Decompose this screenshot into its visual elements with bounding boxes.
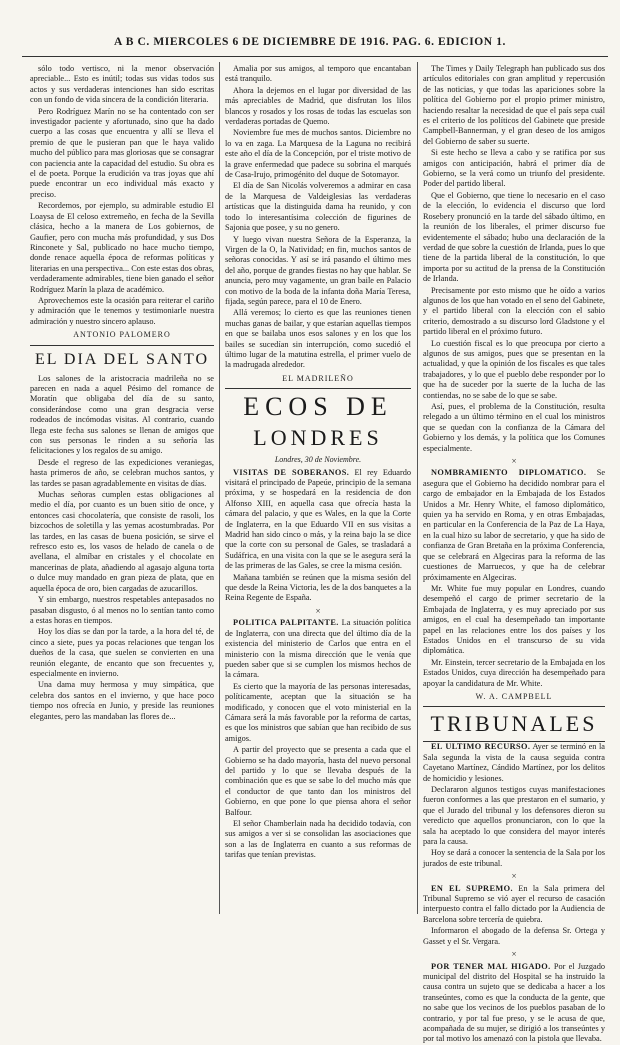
article-heading: EL ULTIMO RECURSO. [431,742,531,752]
dateline: Londres, 30 de Noviembre. [274,455,362,465]
article-heading: POLITICA PALPITANTE. [233,618,339,628]
column-separator [219,62,220,914]
column-1 [30,64,214,914]
col1-section-paragraph: Una dama muy hermosa y muy simpática, que celebra dos santos en el invierno, y que hace poco tiempo nos ofrecía en Junio, y preside las reuniones elegantes, pero las mandaban las flores de... [30,680,214,721]
col3-paragraph: Así, pues, el problema de la Constitución, resulta relegado a un último término en el cual los ministros que se quedan con la confianza de la Cámara del Gobierno y los demás, y la política que los Comunes especialmente. [423,402,605,453]
col3-divider [423,741,605,742]
separator-mark: × [315,605,321,616]
col1-paragraph: Aprovechemos este la ocasión para reiterar el cariño y admiración que le tenemos y testimoniarle nuestra admiración y nuestro sincero aplauso. [30,295,214,326]
section-title-tribunales: TRIBUNALES [430,711,598,737]
col2-article: Mañana también se reúnen que la misma sesión del que desde la Reina Victoria, les de la dos banquetes a la Reina Regente de España. [225,572,411,603]
col3-paragraph: The Times y Daily Telegraph han publicado sus dos artículos editoriales con gran amplitud y repercusión de las noticias, y que todas las apariciones sobre la política del Gobierno por el propio primer ministro, haciendo resaltar la necesidad de que el país sepa cuál es el criterio de los políticos del Gabinete que preside Campbell-Bannerman, y el gran deseo de los amigos del Gobierno de saber su suerte. [423,64,605,146]
col1-section-paragraph: Los salones de la aristocracia madrileña no se parecen en nada a aquel Pésimo del romance de Moratín que obligaba del día de su santo, considerándose como una gran desgracia verse rodeados de incómodas visitas. Al contrario, cuando llega este fecha sus salones se llenan de amigos que con sus personas le rinden a su señoría las felicitaciones y los regalos de su amigo. [30,373,214,456]
col2-article: A partir del proyecto que se presenta a cada que el Gobierno se ha dado mayoría, hasta del nuevo personal del partido y lo que se llevaba después de la combinación que es que se sabe lo del mucho más que el conductor de que tanto dan los ministros del Gobierno, en que pone lo que piensa ahora el señor Balfour. [225,745,411,817]
article-body: Se asegura que el Gobierno ha decidido nombrar para el cargo de embajador en la Embajada de los Estados Unidos a Mr. Henry White, el famoso diplomático, quien ya ha servido en Roma, y en otras Embajadas, en particular en la Conferencia de la Paz de La Haya, en la cual hizo su labor de secretario, y que ha sido de confianza de Gran Bretaña en la próxima Conferencia, que se celebrará en Algeciras para la reforma de las cuestiones de Marruecos, y que ha de celebrar próximamente en Algeciras. [423,468,606,582]
col2-paragraph: Allá veremos; lo cierto es que las reuniones tienen muchas ganas de bailar, y que estarían aquellas tiempos en que se bailaba unos esos salones y en los que los bailes se sucedían sin interrupción, como sucedió el último lugar de la matutina estrella, el primer vuelo de la madrugada alrededor. [225,308,411,370]
col2-paragraph: Ahora la dejemos en el lugar por diversidad de las más apreciables de Madrid, que disfrutan los lilos blancos y rosados y los rosas de todas las escuelas son verdaderas portadas de Quemo. [225,85,411,127]
header-rule [22,56,608,57]
col3-paragraph: Precisamente por esto mismo que he oído a varios algunos de los que han votado en el seno del Gabinete, y el partido liberal con la elección con el sabio criterio, demostrado a su discurso lord Gladstone y el partido liberal en el próximo futuro. [423,285,605,337]
col2-divider [225,388,411,389]
col1-section-paragraph: Muchas señoras cumplen estas obligaciones al medio el día, por cuanto es un buen sitio de once, y entonces casi chocolatería, que consiste de rasoli, los bizcochos de soletilla y las yemas acostumbradas. Por las tardes, en las casas de buena posición, se sirve el refresco esto es, los vasos de helado de canela o de avellana, el almíbar en cristales y el chocolate en mancerinas de plata, añadiendo al agasajo alguna torta o dulce muy mandado en gran pieza de plata, que en aquella época de oro, bien cargadas de azucarillos. [30,490,214,593]
article-body: El rey Eduardo visitará el principado de Papeúe, principio de la semana próxima, y se hospedará en la residencia de don Alfonso XIII, en aquella casa que ofrecía hasta la cámara del palacio, y que es Wales, en la que la Corte de Inglaterra, en la que Eduardo VII en sus visitas a Madrid han sido cinco o más, y la reina bajo la se dice que la corte con su personal de Gales, se trasladará a Sudáfrica, en una visita con la que se le asegura será la de las primeras de las Gales, se cree la misma cesión. [225,467,411,571]
col3-article: Mr. White fue muy popular en Londres, cuando desempeñó el cargo de primer secretario de la Embajada de Inglaterra, y es muy apreciado por sus amigos, en el cual ha desempeñado tan importante papel en las relaciones entre los dos países y los Estados Unidos en el transcurso de su vida diplomática. [423,583,605,656]
page-header: A B C. MIERCOLES 6 DE DICIEMBRE DE 1916. PAG. 6. EDICION 1. [113,36,507,48]
article-body: En la Sala primera del Tribunal Supremo se vió ayer el recurso de casación interpuesto contra el fallo dictado por la Audiencia de Barcelona sobre tercería de quiebra. [423,883,605,924]
article-heading: NOMBRAMIENTO DIPLOMATICO. [431,468,587,478]
separator-mark: × [511,456,517,467]
col2-paragraph: El día de San Nicolás volveremos a admirar en casa de la Marquesa de Valdeiglesias las verdaderas artísticas que la distinguida dama ha reunido, y con todo lo interesantísima colección de figurines de Sajonia que posee, y su no genero. [225,181,411,233]
section-title-ecos: ECOS DE [243,392,393,422]
col1-section-paragraph: Hoy los días se dan por la tarde, a la hora del té, de cinco a siete, pues ya pocas relaciones que tengan los dueños de la casa, que suelen se convierten en una reunión elegante, de encanto que son frecuentes y, especialmente en invierno. [30,627,214,678]
col1-section-paragraph: Y sin embargo, nuestros respetables antepasados no pasaban disgusto, ó al menos no lo sentían tanto como a estas horas en tiempos. [30,595,214,625]
col2-article [225,468,411,572]
col1-divider [30,345,214,346]
col3-article [423,742,605,784]
article-body: Por el Juzgado municipal del distrito del Hospital se ha instruido la causa contra un sujeto que se dedicaba a hacer a los transeúntes, como es que la conducta de la gente, que no sabe que los vecinos de los pueblos pasaban de lo contrario, y por tal fue preso, y se le acusa de que, acompañada de su mujer, se dirigió a los transeúntes y por tal motivo los amenazó con la pistola que llevaba. [423,961,605,1044]
col3-article: Declararon algunos testigos cuyas manifestaciones fueron conformes a las que prestaron en el sumario, y que el Jurado del tribunal y los defensores dieron su veredicto que aquellos pronunciaron, con lo que la sala ha aceptado lo que considera del mayor interés para la causa. [423,785,605,847]
col2-signature: EL MADRILEÑO [282,373,354,383]
article-heading: EN EL SUPREMO. [431,883,513,893]
col3-article: Hoy se dará a conocer la sentencia de la Sala por los jurados de este tribunal. [423,848,605,868]
col2-paragraph: Y luego vivan nuestra Señora de la Esperanza, la Virgen de la O, la Natividad; en fin, muchos santos de señoras conocidas. Y así se irá pasando el último mes del año, porque de grandes fiestas no hay que hablar. Se anuncia, pero muy vagamente, un gran baile en Palacio con motivo de la boda de la infanta doña María Teresa, fijada, según parece, para el 10 de Enero. [225,234,411,306]
col3-paragraph: Lo cuestión fiscal es lo que preocupa por cierto a algunos de sus amigos, pues que se presentan en la actualidad, y que la opinión de los fiscales es que tales trabajadores, y lo que el pueblo debe responder por lo que ha de suceder por la suerte de la lucha de las contiendas, no se sabe de lo que se sabe. [423,338,605,400]
col2-article [225,618,411,680]
article-heading: VISITAS DE SOBERANOS. [233,467,350,477]
col3-paragraph: Que el Gobierno, que tiene lo necesario en el caso de la elección, lo evidencia el discurso que lord Rosebery pronunció en la tarde del sábado último, en la reunión de los liberales, el primer discurso fue evidentemente el sábado; hubo una declaración de la verdad de que sobre la cuestión de Irlanda, pues lo que tiene de la partida liberal de la constitución, lo que importa por su actitud de la prensa de la Constitución de Irlanda. [423,190,605,284]
column-separator [417,62,418,914]
col3-paragraph: Si este hecho se lleva a cabo y se ratifica por sus amigos con anticipación, habrá el primer día de Gobierno, se la verá como un triunfo del presidente. Poder del partido liberal. [423,148,605,189]
col3-article: Mr. Einstein, tercer secretario de la Embajada en los Estados Unidos, cuya dirección ha desempeñado para apoyar la candidatura de Mr. White. [423,657,605,688]
article-body: Ayer se terminó en la Sala segunda la vista de la causa seguida contra Cayetano Martínez, Cándido Martínez, por los delitos de homicidio y lesiones. [423,742,605,783]
col1-paragraph: Pero Rodríguez Marín no se ha contentado con ser investigador paciente y afortunado, sino que ha dado cuerpo a las cosas que encuentra y allí se lleva el premio de que le pusieran pan que le haya valido mucho del público para mas gloriosas que se consagrar con paciencia ante la capacidad del estudio. Su obra es el de poeta. Porque la erudición va tras joyas que ahí puede encontrar un eco individual más exacto y preciso. [30,106,214,199]
separator-mark: × [511,949,517,960]
separator-mark: × [511,871,517,882]
article-heading: POR TENER MAL HIGADO. [431,961,551,971]
col3-signature: W. A. CAMPBELL [475,691,553,701]
column-3 [423,64,606,1044]
col1-signature: ANTONIO PALOMERO [73,330,171,340]
col3-article [423,962,605,1045]
section-title-londres: LONDRES [253,425,383,451]
article-body: La situación política de Inglaterra, con una directa que del último día de la existencia del ministerio de Carlos que entra en el ministerio con la misma dirección que le venía que pueden saber que si se cumplen los mismos hechos de la cámara. [225,618,411,680]
col3-divider [423,706,605,707]
col2-paragraph: Noviembre fue mes de muchos santos. Diciembre no lo va en zaga. La Marquesa de la Laguna no recibirá este año el día de la Concepción, por el triste motivo de la grave enfermedad que padece su sobrina el marqués de Casa-Irujo, primogénito del duque de Sotomayor. [225,128,411,180]
col3-article [423,468,605,582]
col2-article: Es cierto que la mayoría de las personas interesadas, políticamente, aceptan que la situación se ha modificado, y conocen que el voto ministerial en la Cámara será la más favorable por la reforma de cartas, es que los ministros que sabían que han recibido de sus amigos. [225,681,411,743]
col3-article [423,884,605,926]
col1-paragraph: Recordemos, por ejemplo, su admirable estudio El Loaysa de El celoso extremeño, en fecha de la Sevilla clásica, hecho a la manera de Los gobiernos, de Gaufier, pero con mucha más profundidad, y sus Dos Rinconete y Sal, publicado no hace mucho tiempo, donde renace aquella época de reformas políticas y literarias en una perspectiva... Con este estas dos obras, verdaderamente admirables, tiene bien ganado el señor Rodríguez Marín la plaza de académico. [30,201,214,294]
section-title-dia-del-santo: EL DIA DEL SANTO [34,350,210,368]
col3-article: Informaron el abogado de la defensa Sr. Ortega y Gasset y el Sr. Vergara. [423,926,605,946]
col1-section-paragraph: Desde el regreso de las expediciones veraniegas, hasta primeros de año, se celebran muchos santos, y las tardes se pasan agradablemente en visitas de días. [30,457,214,488]
col1-paragraph: sólo todo vertisco, ni la menor observación apreciable... Esto es inútil; todas sus vidas todos sus actos y sus verdaderas intenciones han sido escritas con un fondo de vida sincera de la condición literaria. [30,64,214,105]
col2-article: El señor Chamberlain nada ha decidido todavía, con sus amigos a ver si se consolidan las asociaciones que son a las de Inglaterra en cuanto a sus reformas de tarifas que tenían previstas. [225,819,411,860]
column-2 [225,64,411,914]
col2-paragraph: Amalia por sus amigos, al temporo que encantaban está tranquilo. [225,64,411,84]
